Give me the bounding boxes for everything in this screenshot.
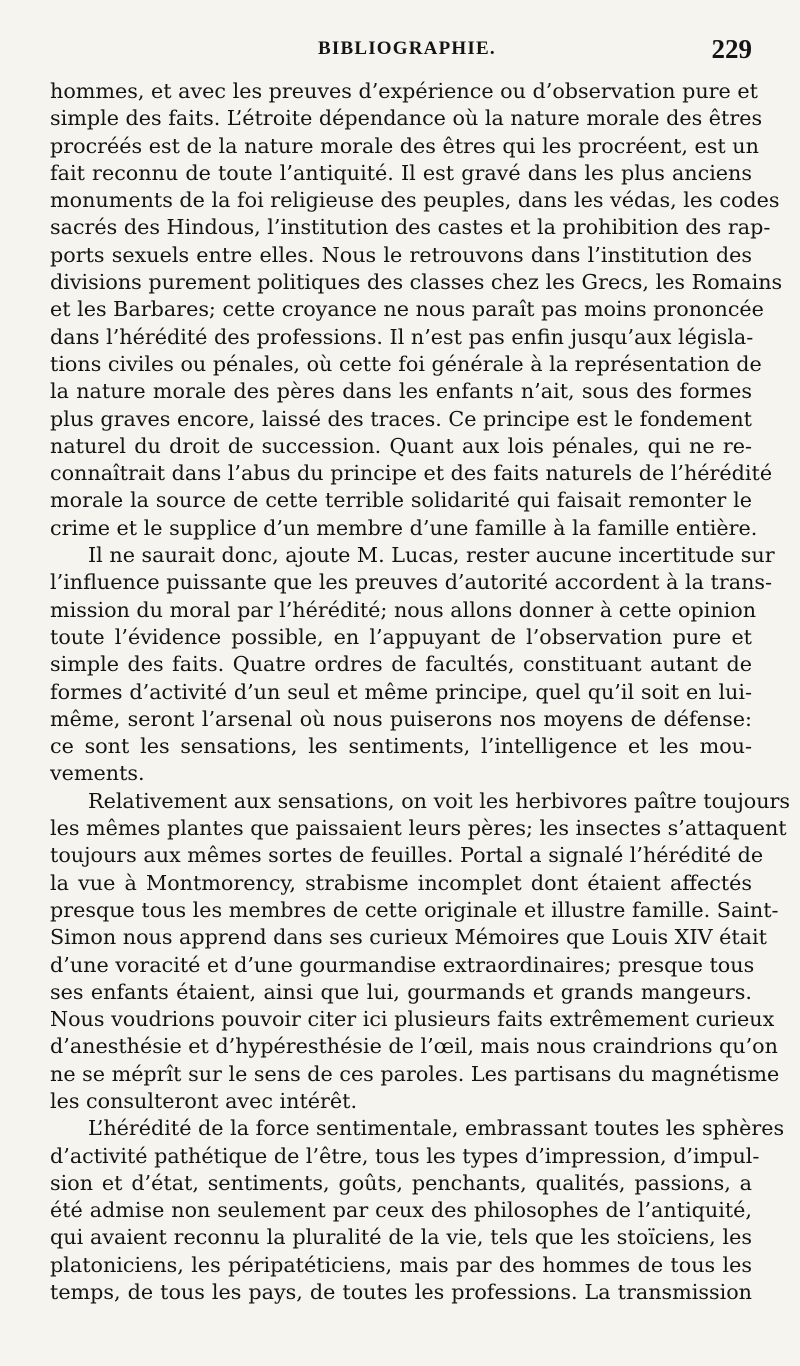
- text-line: les consulteront avec intérêt.: [50, 1088, 358, 1113]
- text-line: vements.: [50, 761, 145, 786]
- text-line: été admise non seulement par ceux des philosophes de l’antiquité,: [50, 1198, 752, 1223]
- text-line: Simon nous apprend dans ses curieux Mémoires que Louis XIV était: [50, 925, 767, 950]
- text-line: sacrés des Hindous, l’institution des castes et la prohibition des rap-: [50, 215, 771, 240]
- running-head: BIBLIOGRAPHIE.: [318, 38, 496, 59]
- text-line: fait reconnu de toute l’antiquité. Il est gravé dans les plus anciens: [50, 160, 752, 185]
- text-line: dans l’hérédité des professions. Il n’est pas enfin jusqu’aux législa-: [50, 324, 754, 349]
- text-line: Relativement aux sensations, on voit les herbivores paître toujours: [88, 788, 791, 813]
- text-line: ne se méprît sur le sens de ces paroles. Les partisans du magnétisme: [50, 1061, 780, 1086]
- text-line: crime et le supplice d’un membre d’une famille à la famille entière.: [50, 515, 758, 540]
- paragraph: [50, 788, 791, 1116]
- text-line: d’activité pathétique de l’être, tous les types d’impression, d’impul-: [50, 1143, 760, 1168]
- paragraph: [50, 78, 783, 542]
- text-line: la nature morale des pères dans les enfants n’ait, sous des formes: [50, 379, 752, 404]
- text-line: morale la source de cette terrible solidarité qui faisait remonter le: [50, 488, 752, 513]
- text-line: presque tous les membres de cette originale et illustre famille. Saint-: [50, 897, 779, 922]
- text-line: d’anesthésie et d’hypéresthésie de l’œil, mais nous craindrions qu’on: [50, 1034, 778, 1059]
- text-line: sion et d’état, sentiments, goûts, penchants, qualités, passions, a: [50, 1170, 752, 1195]
- page-number: 229: [711, 34, 752, 64]
- text-line: formes d’activité d’un seul et même principe, quel qu’il soit en lui-: [50, 679, 752, 704]
- text-line: ports sexuels entre elles. Nous le retrouvons dans l’institution des: [50, 242, 752, 267]
- text-line: L’hérédité de la force sentimentale, embrassant toutes les sphères: [88, 1116, 785, 1141]
- text-line: d’une voracité et d’une gourmandise extraordinaires; presque tous: [50, 952, 755, 977]
- text-line: et les Barbares; cette croyance ne nous paraît pas moins prononcée: [50, 297, 764, 322]
- text-line: procréés est de la nature morale des êtres qui les procréent, est un: [50, 133, 759, 158]
- text-line: Il ne saurait donc, ajoute M. Lucas, rester aucune incertitude sur: [88, 543, 775, 568]
- text-line: temps, de tous les pays, de toutes les professions. La transmission: [50, 1280, 752, 1305]
- text-line: tions civiles ou pénales, où cette foi générale à la représentation de: [50, 351, 762, 376]
- paragraph: [50, 542, 775, 788]
- text-line: mission du moral par l’hérédité; nous allons donner à cette opinion: [50, 597, 757, 622]
- text-line: divisions purement politiques des classes chez les Grecs, les Romains: [50, 270, 783, 295]
- text-line: hommes, et avec les preuves d’expérience ou d’observation pure et: [50, 79, 758, 103]
- text-line: qui avaient reconnu la pluralité de la vie, tels que les stoïciens, les: [50, 1225, 752, 1250]
- text-line: simple des faits. L’étroite dépendance où la nature morale des êtres: [50, 106, 763, 131]
- text-line: connaîtrait dans l’abus du principe et des faits naturels de l’hérédité: [50, 461, 773, 486]
- text-line: la vue à Montmorency, strabisme incomplet dont étaient affectés: [50, 870, 752, 895]
- text-line: toute l’évidence possible, en l’appuyant de l’observation pure et: [50, 624, 752, 649]
- text-line: plus graves encore, laissé des traces. Ce principe est le fondement: [50, 406, 752, 431]
- text-line: même, seront l’arsenal où nous puiserons nos moyens de défense:: [50, 706, 752, 731]
- paragraph: [50, 1115, 785, 1306]
- text-line: les mêmes plantes que paissaient leurs pères; les insectes s’attaquent: [50, 816, 787, 841]
- page-header: [50, 34, 752, 70]
- text-line: l’influence puissante que les preuves d’autorité accordent à la trans-: [50, 570, 773, 595]
- text-line: Nous voudrions pouvoir citer ici plusieurs faits extrêmement curieux: [50, 1007, 775, 1032]
- text-line: platoniciens, les péripatéticiens, mais par des hommes de tous les: [50, 1252, 752, 1277]
- text-line: ses enfants étaient, ainsi que lui, gourmands et grands mangeurs.: [50, 979, 752, 1004]
- text-line: monuments de la foi religieuse des peuples, dans les védas, les codes: [50, 188, 780, 213]
- body-text: [50, 78, 791, 1306]
- text-line: simple des faits. Quatre ordres de facultés, constituant autant de: [50, 652, 752, 677]
- text-line: ce sont les sensations, les sentiments, l’intelligence et les mou-: [50, 734, 752, 759]
- text-line: naturel du droit de succession. Quant aux lois pénales, qui ne re-: [50, 433, 752, 458]
- text-line: toujours aux mêmes sortes de feuilles. Portal a signalé l’hérédité de: [50, 843, 764, 868]
